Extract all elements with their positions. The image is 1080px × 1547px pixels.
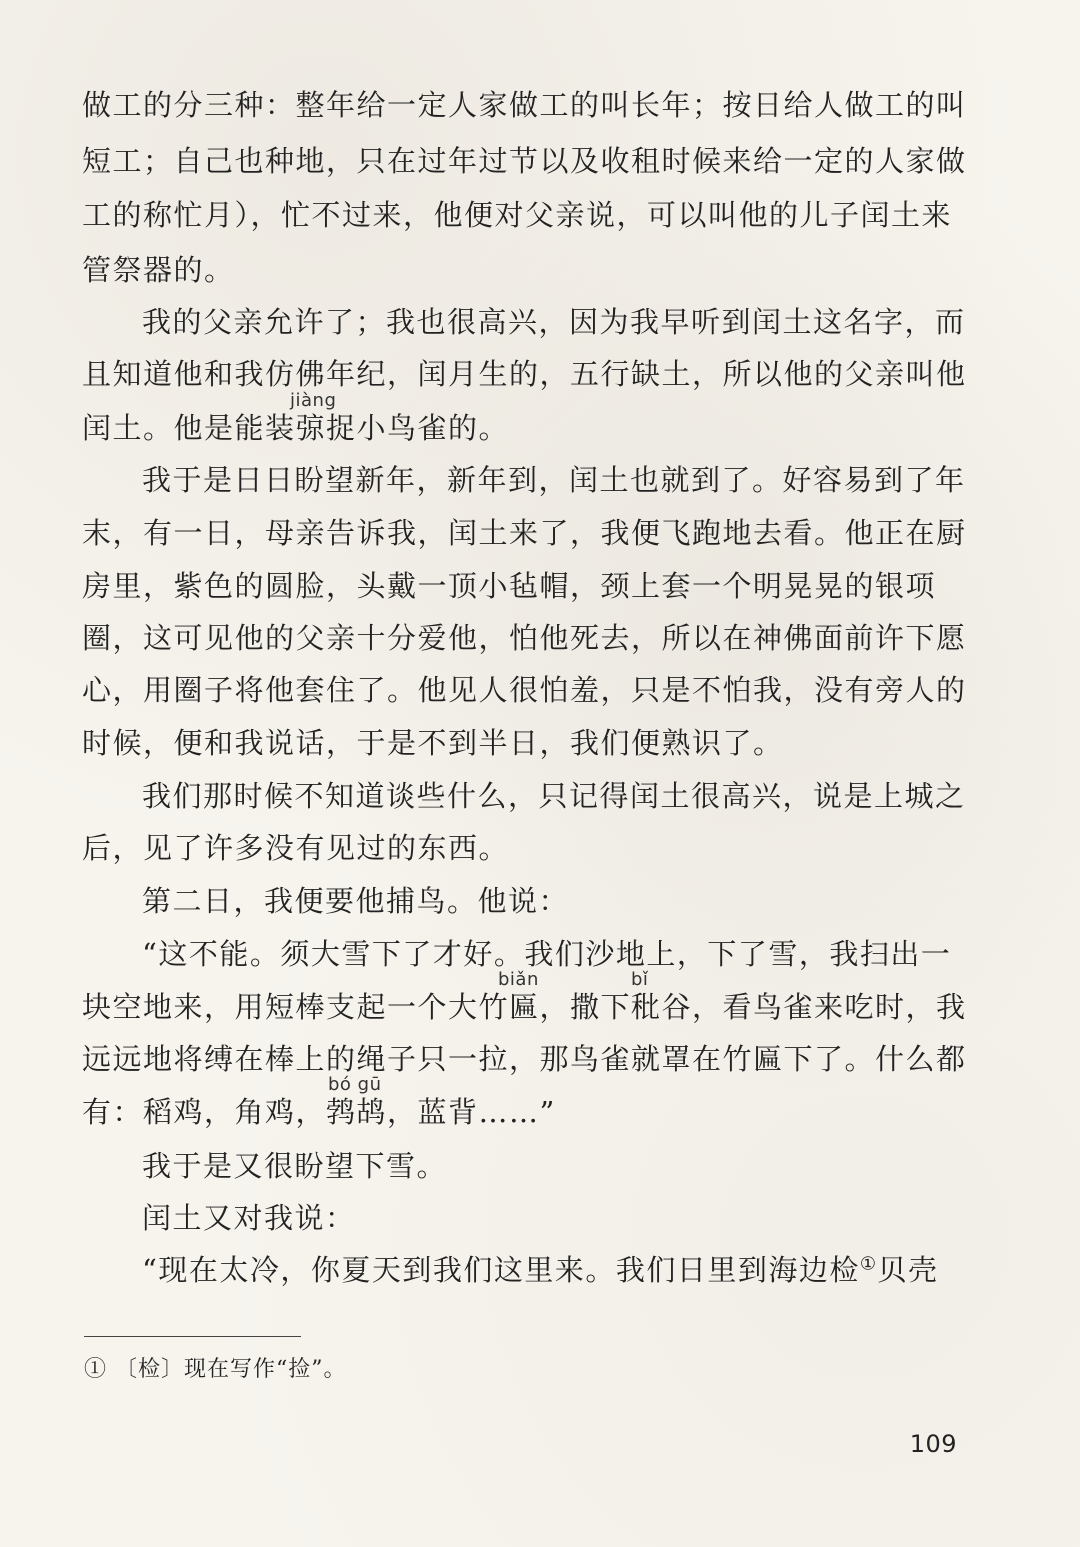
text-line-tail: 贝壳 — [877, 1253, 939, 1287]
text-line: 时候，便和我说话，于是不到半日，我们便熟识了。 — [82, 726, 784, 760]
paragraph-first-line: 我们那时候不知道谈些什么，只记得闰土很高兴，说是上城之 — [142, 779, 966, 813]
pinyin-annotation: jiàng — [290, 390, 337, 411]
paragraph-first-line: 第二日，我便要他捕鸟。他说： — [142, 884, 570, 918]
pinyin-annotation: bǐ — [631, 969, 649, 990]
pinyin-annotation: bó gū — [328, 1074, 382, 1095]
text-line: 工的称忙月），忙不过来，他便对父亲说，可以叫他的儿子闰土来 — [82, 198, 953, 232]
text-line: 且知道他和我仿佛年纪，闰月生的，五行缺土，所以他的父亲叫他 — [82, 357, 967, 391]
paragraph-first-line: 我于是日日盼望新年，新年到，闰土也就到了。好容易到了年 — [142, 463, 966, 497]
text-line: 后，见了许多没有见过的东西。 — [82, 831, 510, 865]
page-number: 109 — [909, 1430, 957, 1458]
text-line: 心，用圈子将他套住了。他见人很怕羞，只是不怕我，没有旁人的 — [82, 673, 967, 707]
text-line: 圈，这可见他的父亲十分爱他，怕他死去，所以在神佛面前许下愿 — [82, 621, 967, 655]
paragraph-first-line: 我的父亲允许了；我也很高兴，因为我早听到闰土这名字，而 — [142, 305, 966, 339]
pinyin-annotation: biǎn — [498, 969, 539, 990]
footnote-reference: ① — [859, 1253, 878, 1275]
text-line: 短工；自己也种地，只在过年过节以及收租时候来给一定的人家做 — [82, 144, 967, 178]
paragraph-first-line: “这不能。须大雪下了才好。我们沙地上，下了雪，我扫出一 — [142, 937, 952, 971]
paragraph-first-line: 我于是又很盼望下雪。 — [142, 1149, 448, 1183]
text-line: 房里，紫色的圆脸，头戴一顶小毡帽，颈上套一个明晃晃的银项 — [82, 569, 937, 603]
text-line: 做工的分三种：整年给一定人家做工的叫长年；按日给人做工的叫 — [82, 88, 967, 122]
text-line: 有：稻鸡，角鸡，鹁鸪，蓝背……” — [82, 1095, 556, 1129]
footnote-divider — [84, 1336, 301, 1337]
text-line: 块空地来，用短棒支起一个大竹匾，撒下秕谷，看鸟雀来吃时，我 — [82, 990, 967, 1024]
footnote: ① 〔检〕现在写作“捡”。 — [84, 1357, 347, 1382]
paragraph-first-line: 闰土又对我说： — [142, 1201, 356, 1235]
text-line: 末，有一日，母亲告诉我，闰土来了，我便飞跑地去看。他正在厨 — [82, 516, 967, 550]
text-line: “现在太冷，你夏天到我们这里来。我们日里到海边检 — [142, 1253, 860, 1287]
text-line: 闰土。他是能装弶捉小鸟雀的。 — [82, 411, 510, 445]
paragraph-first-line — [142, 1252, 962, 1288]
text-line: 远远地将缚在棒上的绳子只一拉，那鸟雀就罩在竹匾下了。什么都 — [82, 1042, 967, 1076]
text-line: 管祭器的。 — [82, 253, 235, 287]
